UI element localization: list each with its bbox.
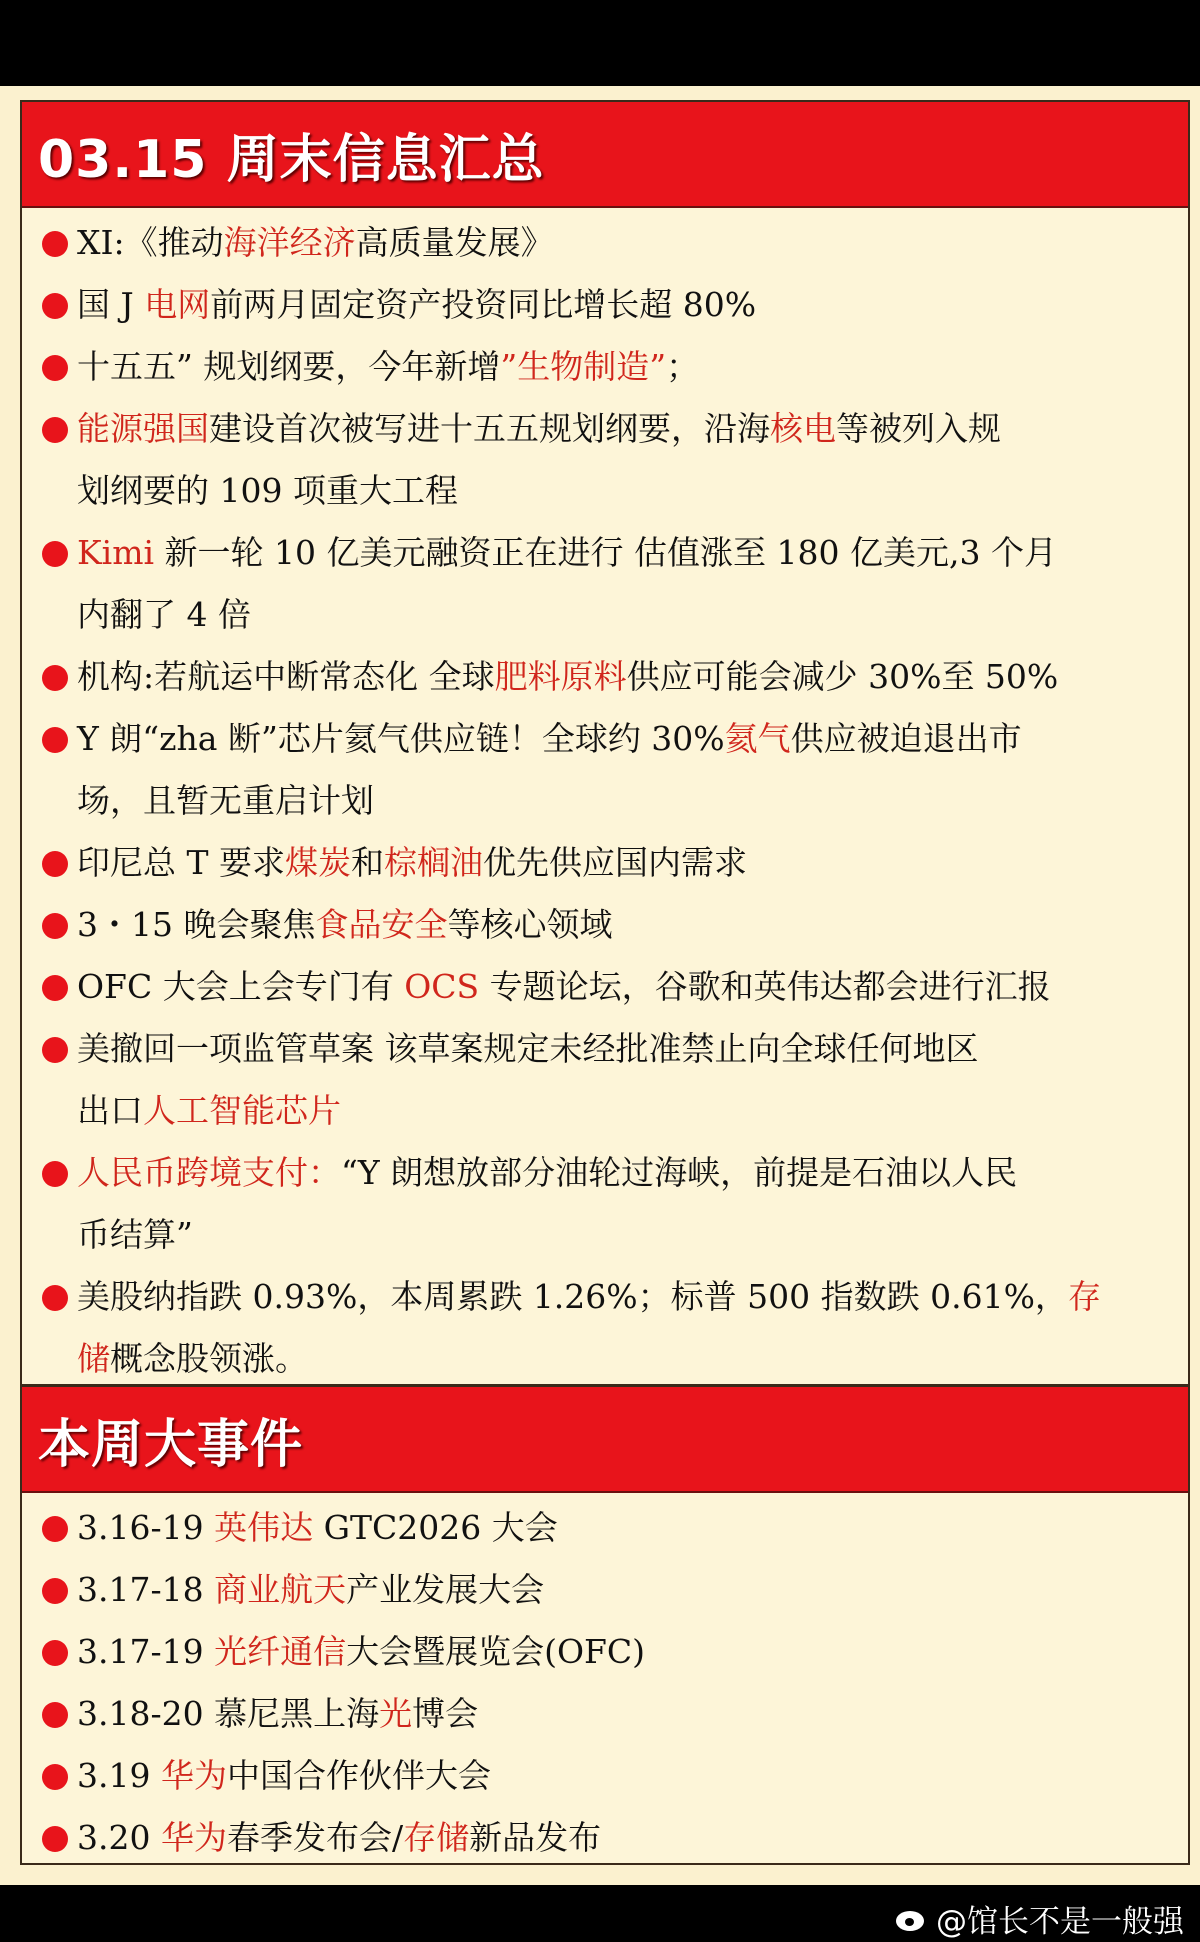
list-item (22, 894, 1188, 956)
item-text: 3.19 (77, 1756, 161, 1795)
item-line (77, 1559, 1188, 1621)
section-title: 03.15 周末信息汇总 (38, 129, 545, 190)
item-text: 国 J (77, 285, 145, 324)
highlight-text: Kimi (77, 533, 155, 572)
item-line (77, 1745, 1188, 1807)
bullet-icon (42, 1037, 68, 1063)
bullet-icon (42, 975, 68, 1001)
bullet-icon (42, 851, 68, 877)
bullet-icon (42, 541, 68, 567)
highlight-text: 人工智能芯片 (143, 1091, 341, 1130)
list-item (22, 522, 1188, 646)
bullet-icon (42, 417, 68, 443)
item-line (77, 646, 1188, 708)
weibo-watermark (896, 1896, 1184, 1941)
item-text: “Y 朗想放部分油轮过海峡，前提是石油以人民 (341, 1153, 1018, 1192)
item-text: 高质量发展》 (355, 223, 554, 262)
item-text: 和 (351, 843, 384, 882)
bullet-icon (42, 1285, 68, 1311)
highlight-text: 人民币跨境支付： (77, 1153, 341, 1192)
item-text: 美撤回一项监管草案 该草案规定未经批准禁止向全球任何地区 (77, 1029, 979, 1068)
bullet-icon (42, 1826, 68, 1852)
item-text: 建设首次被写进十五五规划纲要，沿海 (209, 409, 770, 448)
section-title: 本周大事件 (38, 1414, 304, 1475)
item-line (77, 1142, 1188, 1204)
item-text: 划纲要的 109 项重大工程 (77, 471, 458, 510)
list-item (22, 708, 1188, 832)
weekly-events-list (22, 1493, 1188, 1869)
item-text: 新一轮 10 亿美元融资正在进行 估值涨至 180 亿美元,3 个月 (154, 533, 1057, 572)
bullet-icon (42, 1702, 68, 1728)
weekend-summary-header (22, 102, 1188, 208)
item-text: 3.18-20 慕尼黑上海 (77, 1694, 380, 1733)
item-line (77, 956, 1188, 1018)
highlight-text: 华为 (160, 1756, 227, 1795)
item-line (77, 274, 1188, 336)
highlight-text: 光纤通信 (214, 1632, 347, 1671)
item-text: GTC2026 大会 (313, 1508, 558, 1547)
list-item (22, 956, 1188, 1018)
highlight-text: 海洋经济 (223, 223, 356, 262)
item-text: 币结算” (77, 1215, 193, 1254)
item-line (77, 1621, 1188, 1683)
weibo-logo-icon (896, 1905, 928, 1933)
list-item (22, 1142, 1188, 1266)
highlight-text: 氦气 (724, 719, 791, 758)
bullet-icon (42, 231, 68, 257)
highlight-text: 食品安全 (315, 905, 448, 944)
item-text: 内翻了 4 倍 (77, 595, 251, 634)
bullet-icon (42, 1161, 68, 1187)
weekly-events-header (22, 1387, 1188, 1493)
item-text: 3.17-19 (77, 1632, 215, 1671)
item-line (77, 1683, 1188, 1745)
bullet-icon (42, 355, 68, 381)
bullet-icon (42, 1578, 68, 1604)
weekly-events-panel (20, 1385, 1190, 1865)
item-line (77, 460, 1188, 522)
item-text: 中国合作伙伴大会 (226, 1756, 491, 1795)
item-line (77, 832, 1188, 894)
item-text: 大会暨展览会(OFC) (346, 1632, 646, 1671)
highlight-text: 棕榈油 (384, 843, 483, 882)
item-text: 3.17-18 (77, 1570, 215, 1609)
highlight-text: 商业航天 (214, 1570, 347, 1609)
highlight-text: 存 (1067, 1277, 1101, 1316)
item-line (77, 708, 1188, 770)
highlight-text: 华为 (160, 1818, 227, 1857)
bullet-icon (42, 1640, 68, 1666)
highlight-text: OCS (404, 967, 480, 1006)
list-item (22, 646, 1188, 708)
highlight-text: 电网 (144, 285, 211, 324)
item-text: 等核心领域 (447, 905, 613, 944)
item-text: 专题论坛，谷歌和英伟达都会进行汇报 (479, 967, 1051, 1006)
item-text: 十五五” 规划纲要，今年新增 (77, 347, 501, 386)
bullet-icon (42, 727, 68, 753)
item-text: 春季发布会/ (226, 1818, 404, 1857)
bullet-icon (42, 1764, 68, 1790)
item-line (77, 1807, 1188, 1869)
item-text: XI:《推动 (77, 223, 224, 262)
list-item (22, 398, 1188, 522)
item-text: 印尼总 T 要求 (77, 843, 285, 882)
highlight-text: 光 (379, 1694, 413, 1733)
list-item (22, 1807, 1188, 1869)
list-item (22, 274, 1188, 336)
infographic-page (0, 86, 1200, 1885)
list-item (22, 1018, 1188, 1142)
item-text: 场，且暂无重启计划 (77, 781, 374, 820)
bullet-icon (42, 913, 68, 939)
item-line (77, 398, 1188, 460)
item-line (77, 1497, 1188, 1559)
item-line (77, 522, 1188, 584)
highlight-text: 存储 (403, 1818, 470, 1857)
item-line (77, 584, 1188, 646)
highlight-text: 肥料原料 (494, 657, 627, 696)
list-item (22, 1621, 1188, 1683)
item-text: 美股纳指跌 0.93%，本周累跌 1.26%；标普 500 指数跌 0.61%， (77, 1277, 1068, 1316)
item-text: 供应可能会减少 30%至 50% (626, 657, 1059, 696)
bullet-icon (42, 665, 68, 691)
item-text: 3.20 (77, 1818, 161, 1857)
item-text: 产业发展大会 (346, 1570, 545, 1609)
item-text: OFC 大会上会专门有 (77, 967, 405, 1006)
list-item (22, 1497, 1188, 1559)
item-line (77, 770, 1188, 832)
item-text: ； (666, 347, 700, 386)
bullet-icon (42, 1516, 68, 1542)
bullet-icon (42, 293, 68, 319)
weekend-summary-list (22, 208, 1188, 1390)
item-text: 3.16-19 (77, 1508, 215, 1547)
item-line (77, 1080, 1188, 1142)
item-text: 3・15 晚会聚焦 (77, 905, 316, 944)
item-text: 优先供应国内需求 (483, 843, 747, 882)
list-item (22, 1683, 1188, 1745)
item-text: 概念股领涨。 (110, 1339, 308, 1378)
list-item (22, 1559, 1188, 1621)
item-line (77, 1018, 1188, 1080)
list-item (22, 1745, 1188, 1807)
highlight-text: 英伟达 (214, 1508, 314, 1547)
highlight-text: ”生物制造” (500, 347, 667, 386)
item-line (77, 1204, 1188, 1266)
item-text: 新品发布 (469, 1818, 602, 1857)
weekend-summary-panel (20, 100, 1190, 1386)
item-text: 供应被迫退出市 (790, 719, 1022, 758)
list-item (22, 1266, 1188, 1390)
list-item (22, 212, 1188, 274)
highlight-text: 能源强国 (77, 409, 209, 448)
item-line (77, 336, 1188, 398)
item-text: 机构:若航运中断常态化 全球 (77, 657, 495, 696)
item-line (77, 894, 1188, 956)
item-text: 出口 (77, 1091, 143, 1130)
item-line (77, 1328, 1188, 1390)
highlight-text: 煤炭 (285, 843, 351, 882)
list-item (22, 336, 1188, 398)
item-text: 前两月固定资产投资同比增长超 80% (210, 285, 757, 324)
item-line (77, 212, 1188, 274)
watermark-text: @馆长不是一般强 (936, 1904, 1184, 1940)
item-text: 博会 (412, 1694, 479, 1733)
list-item (22, 832, 1188, 894)
highlight-text: 储 (77, 1339, 110, 1378)
item-text: 等被列入规 (836, 409, 1001, 448)
highlight-text: 核电 (770, 409, 836, 448)
item-line (77, 1266, 1188, 1328)
item-text: Y 朗“zha 断”芯片氦气供应链！全球约 30% (77, 719, 725, 758)
